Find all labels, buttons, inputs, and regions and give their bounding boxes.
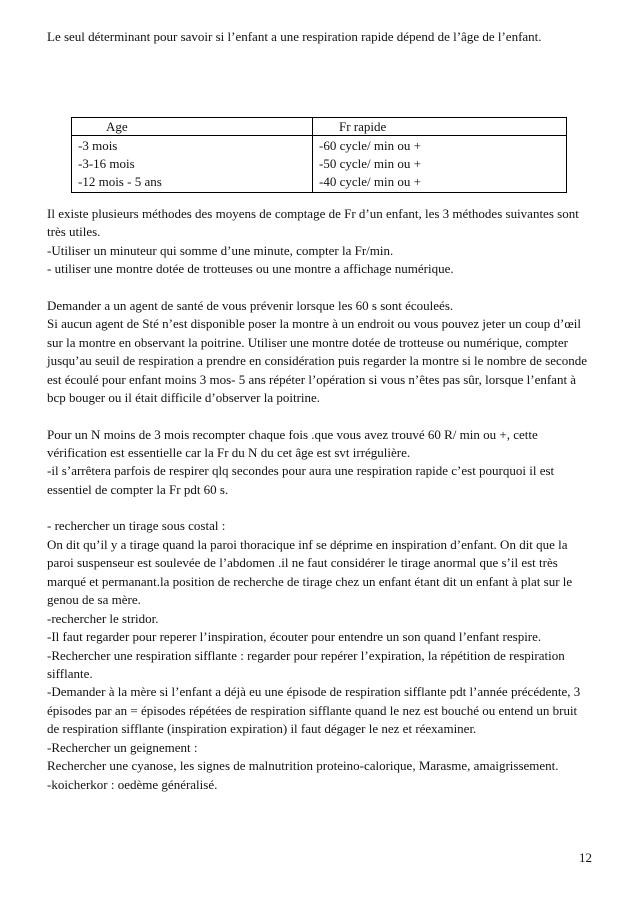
rate-value: -50 cycle/ min ou + xyxy=(319,156,421,171)
table-row xyxy=(72,136,567,193)
blank-line xyxy=(47,279,592,297)
paragraph: Rechercher une cyanose, les signes de malnutrition proteino-calorique, Marasme, amaigrissement. xyxy=(47,758,559,774)
paragraph: Il existe plusieurs méthodes des moyens de comptage de Fr d’un enfant, les 3 méthodes suivantes sont très utiles. xyxy=(47,206,579,240)
table-header-row xyxy=(72,118,567,136)
paragraph: Si aucun agent de Sté n’est disponible poser la montre à un endroit ou vous pouvez jeter un coup d’œil sur la montre en observant la poitrine. Utiliser une montre dotée de trotteuse ou numérique, compter jusqu’au seuil de respiration a prendre en considération puis regarder la montre si le nombre de seconde est écoulé pour enfant moins 3 mos- 5 ans répéter l’opération si vous n’êtes pas sûr, lorsque l’enfant à bcp bouger ou il était difficile d’observer la poitrine. xyxy=(47,316,588,406)
page-number: 12 xyxy=(579,850,592,865)
paragraph: - utiliser une montre dotée de trotteuses ou une montre a affichage numérique. xyxy=(47,261,454,277)
paragraph: -Utiliser un minuteur qui somme d’une minute, compter la Fr/min. xyxy=(47,242,394,258)
age-cell xyxy=(72,136,313,193)
body-text xyxy=(47,205,592,794)
respiration-rate-table xyxy=(71,117,567,193)
rate-value: -40 cycle/ min ou + xyxy=(319,174,421,189)
paragraph: -Rechercher une respiration sifflante : regarder pour repérer l’expiration, la répétition de respiration sifflante. xyxy=(47,647,565,681)
table-header-age: Age xyxy=(72,118,313,136)
paragraph: -Demander à la mère si l’enfant a déjà eu une épisode de respiration sifflante pdt l’année précédente, 3 épisodes par an = épisodes répétées de respiration sifflante quand le nez est bouché ou entend un bruit de respiration sifflante (inspiration expiration) il faut dégager le nez et réexaminer. xyxy=(47,684,581,737)
age-value: -3-16 mois xyxy=(78,156,135,171)
age-value: -12 mois - 5 ans xyxy=(78,174,162,189)
paragraph: -Rechercher un geignement : xyxy=(47,739,198,755)
paragraph: -rechercher le stridor. xyxy=(47,610,159,626)
age-value: -3 mois xyxy=(78,138,118,153)
blank-line xyxy=(47,499,592,517)
paragraph: -koicherkor : oedème généralisé. xyxy=(47,776,218,792)
paragraph: -Il faut regarder pour reperer l’inspiration, écouter pour entendre un son quand l’enfant respire. xyxy=(47,629,542,645)
intro-paragraph: Le seul déterminant pour savoir si l’enfant a une respiration rapide dépend de l’âge de l’enfant. xyxy=(47,29,542,44)
paragraph: - rechercher un tirage sous costal : xyxy=(47,518,226,534)
table-header-rate: Fr rapide xyxy=(313,118,567,136)
paragraph: Pour un N moins de 3 mois recompter chaque fois .que vous avez trouvé 60 R/ min ou +, cette vérification est essentielle car la Fr du N du cet âge est svt irrégulière. xyxy=(47,426,538,460)
blank-line xyxy=(47,408,592,426)
paragraph: On dit qu’il y a tirage quand la paroi thoracique inf se déprime en inspiration d’enfant. On dit que la paroi suspenseur est soulevée de l’abdomen .il ne faut considérer le tirage anormal que s’il est très marqué et permanant.la position de recherche de tirage chez un enfant étant dit un enfant à plat sur le genou de sa mère. xyxy=(47,536,573,608)
rate-value: -60 cycle/ min ou + xyxy=(319,138,421,153)
rate-cell xyxy=(313,136,567,193)
paragraph: -il s’arrêtera parfois de respirer qlq secondes pour aura une respiration rapide c’est pourquoi il est essentiel de compter la Fr pdt 60 s. xyxy=(47,463,555,497)
paragraph: Demander a un agent de santé de vous prévenir lorsque les 60 s sont écouleés. xyxy=(47,297,454,313)
